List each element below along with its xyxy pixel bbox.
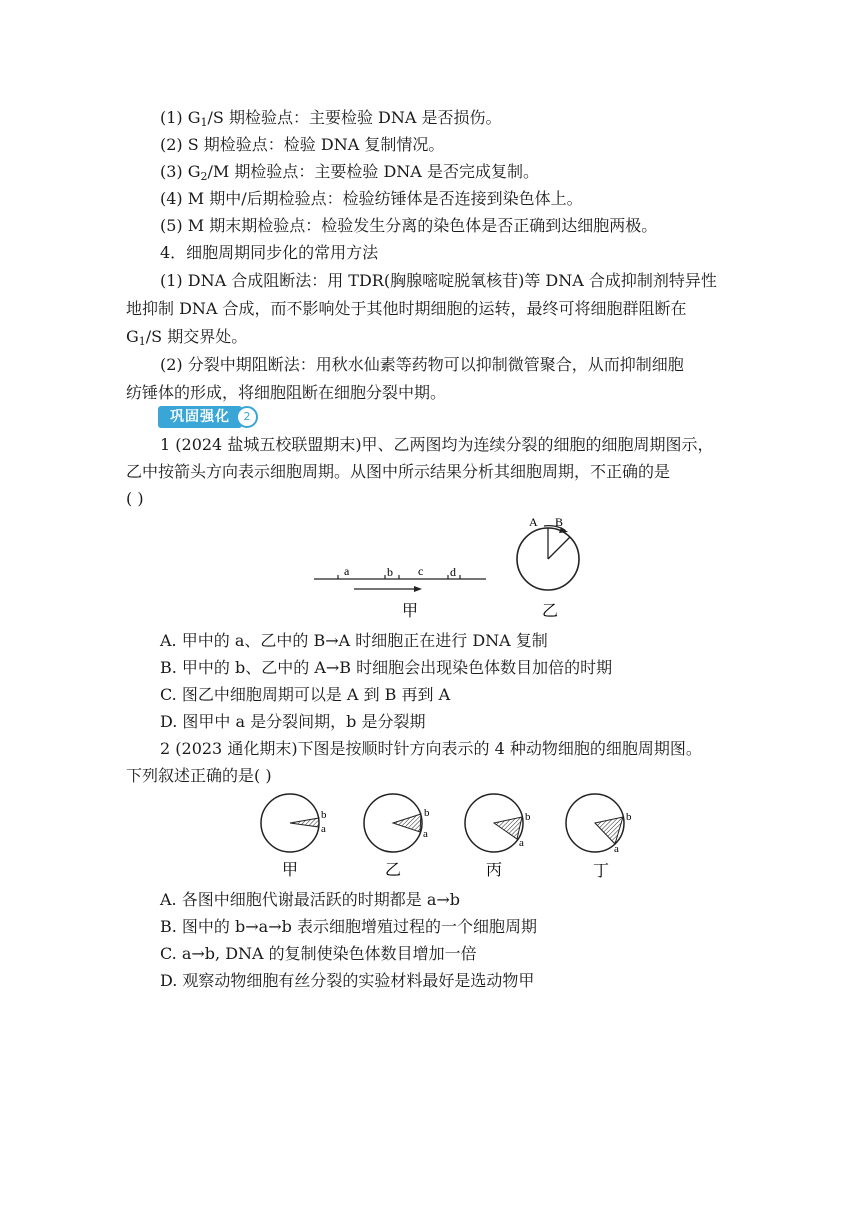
caption-ding: 丁 bbox=[593, 861, 610, 880]
q1-option-c: C. 图乙中细胞周期可以是 A 到 B 再到 A bbox=[160, 685, 451, 704]
checkpoint-1: (1) $G_1/S$ 期检验点：主要检验 DNA 是否损伤。 bbox=[160, 108, 502, 129]
section-heading: 4．细胞周期同步化的常用方法 bbox=[160, 243, 379, 262]
q2-figure bbox=[255, 790, 645, 882]
yi-point-a: a bbox=[423, 828, 428, 840]
q2-option-d: D. 观察动物细胞有丝分裂的实验材料最好是选动物甲 bbox=[160, 971, 535, 990]
q1-option-a: A. 甲中的 a、乙中的 B→A 时细胞正在进行 DNA 复制 bbox=[160, 631, 548, 650]
caption-jia: 甲 bbox=[282, 860, 299, 879]
method-2-line-2: 纺锤体的形成，将细胞阻断在细胞分裂中期。 bbox=[126, 383, 447, 402]
q2-stem-line-1: 2 (2023 通化期末)下图是按顺时针方向表示的 4 种动物细胞的细胞周期图。 bbox=[160, 739, 702, 758]
jia-label-b: b bbox=[387, 565, 393, 579]
jia-label-d: d bbox=[450, 565, 456, 579]
ding-point-b: b bbox=[626, 811, 632, 823]
q1-answer-blank: ( ) bbox=[126, 489, 144, 508]
jia-label-a: a bbox=[344, 564, 350, 578]
cell-cycle-ding bbox=[566, 794, 632, 880]
bing-point-a: a bbox=[519, 837, 524, 849]
jia-label-c: c bbox=[418, 564, 424, 578]
q2-option-a: A. 各图中细胞代谢最活跃的时期都是 a→b bbox=[160, 890, 461, 909]
q1-option-b: B. 甲中的 b、乙中的 A→B 时细胞会出现染色体数目加倍的时期 bbox=[160, 658, 613, 677]
caption-yi: 乙 bbox=[542, 601, 559, 620]
method-1-line-1: (1) DNA 合成阻断法：用 TDR(胸腺嘧啶脱氧核苷)等 DNA 合成抑制剂特异性 bbox=[160, 271, 717, 290]
checkpoint-5: (5) M 期末期检验点：检验发生分离的染色体是否正确到达细胞两极。 bbox=[160, 216, 658, 235]
yi-label-B: B bbox=[555, 515, 564, 529]
consolidation-badge bbox=[158, 406, 258, 428]
method-1-line-3: $G_1/S$ 期交界处。 bbox=[126, 327, 248, 348]
bing-point-b: b bbox=[525, 811, 531, 823]
jia-point-b: b bbox=[321, 809, 327, 821]
q1-option-d: D. 图甲中 a 是分裂间期，b 是分裂期 bbox=[160, 712, 426, 731]
cell-cycle-yi bbox=[364, 794, 430, 879]
badge-label: 巩固强化 bbox=[158, 406, 242, 428]
q1-stem-line-1: 1 (2024 盐城五校联盟期末)甲、乙两图均为连续分裂的细胞的细胞周期图示， bbox=[160, 435, 714, 454]
jia-point-a: a bbox=[321, 823, 326, 835]
caption-bing: 丙 bbox=[486, 860, 503, 879]
badge-number: 2 bbox=[236, 406, 258, 428]
yi-label-A: A bbox=[529, 515, 538, 529]
method-2-line-1: (2) 分裂中期阻断法：用秋水仙素等药物可以抑制微管聚合，从而抑制细胞 bbox=[160, 355, 684, 374]
q2-option-b: B. 图中的 b→a→b 表示细胞增殖过程的一个细胞周期 bbox=[160, 917, 537, 936]
method-1-line-2: 地抑制 DNA 合成，而不影响处于其他时期细胞的运转，最终可将细胞群阻断在 bbox=[126, 299, 687, 318]
cell-cycle-jia bbox=[261, 794, 327, 879]
q2-stem-line-2: 下列叙述正确的是( ) bbox=[126, 766, 272, 785]
checkpoint-3: (3) $G_2/M$ 期检验点：主要检验 DNA 是否完成复制。 bbox=[160, 162, 539, 183]
ding-point-a: a bbox=[614, 843, 619, 855]
caption-yi: 乙 bbox=[385, 860, 402, 879]
q2-option-c: C. a→b, DNA 的复制使染色体数目增加一倍 bbox=[160, 944, 477, 963]
caption-jia: 甲 bbox=[402, 601, 419, 620]
yi-point-b: b bbox=[424, 807, 430, 819]
cell-cycle-bing bbox=[465, 794, 531, 879]
q1-stem-line-2: 乙中按箭头方向表示细胞周期。从图中所示结果分析其细胞周期，不正确的是 bbox=[126, 462, 671, 481]
q1-figure bbox=[300, 512, 600, 624]
checkpoint-4: (4) M 期中/后期检验点：检验纺锤体是否连接到染色体上。 bbox=[160, 189, 583, 208]
checkpoint-2: (2) S 期检验点：检验 DNA 复制情况。 bbox=[160, 135, 445, 154]
